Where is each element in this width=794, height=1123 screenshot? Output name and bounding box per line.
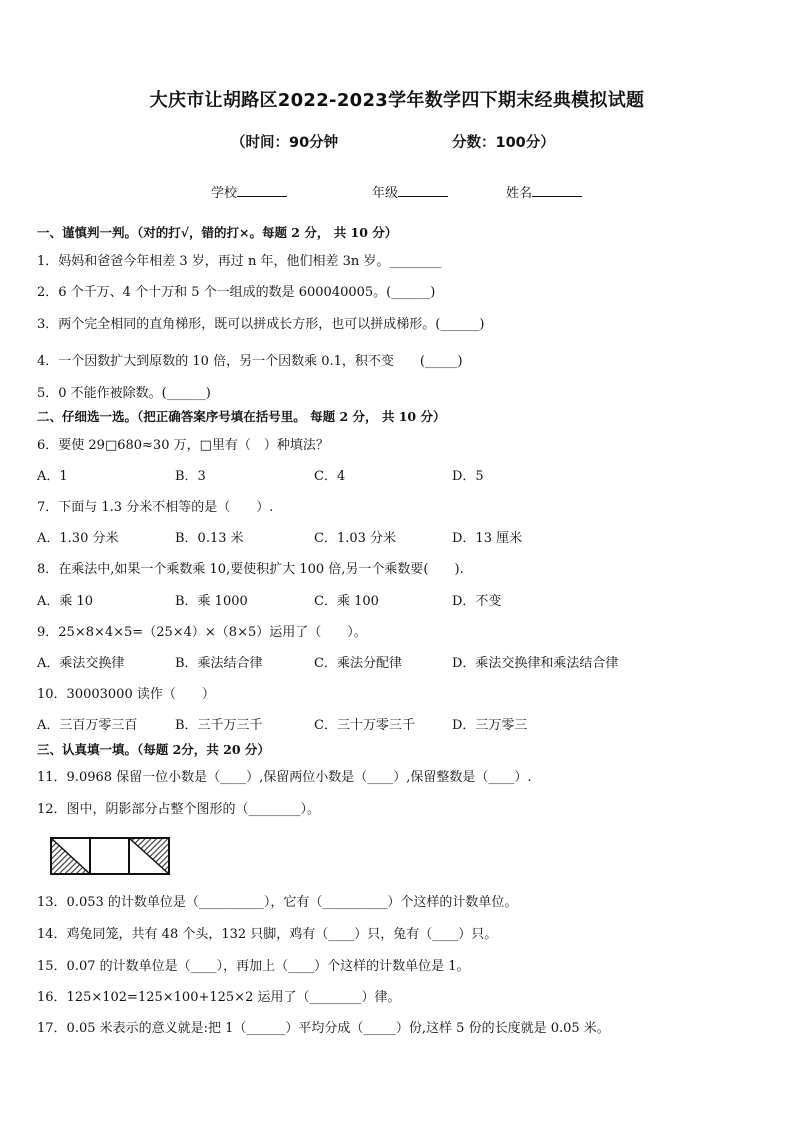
q7-option-b[interactable]: B．0.13 米: [175, 531, 244, 546]
grade-label: 年级: [372, 186, 399, 201]
school-label: 学校: [211, 186, 238, 201]
question-11: 11．9.0968 保留一位小数是（____）,保留两位小数是（____）,保留整数是（____）.: [37, 770, 532, 785]
q9-option-d[interactable]: D．乘法交换律和乘法结合律: [452, 656, 619, 671]
school-blank[interactable]: [237, 196, 287, 197]
grade-blank[interactable]: [398, 196, 448, 197]
q8-option-d[interactable]: D．不变: [452, 594, 502, 609]
question-3: 3．两个完全相同的直角梯形，既可以拼成长方形，也可以拼成梯形。(______): [37, 317, 485, 332]
q10-option-d[interactable]: D．三万零三: [452, 718, 528, 733]
question-9: 9．25×8×4×5=（25×4）×（8×5）运用了（ ）。: [37, 625, 367, 640]
q8-option-a[interactable]: A．乘 10: [37, 594, 94, 609]
name-label: 姓名: [506, 186, 533, 201]
q6-option-c[interactable]: C．4: [314, 469, 346, 484]
q9-option-b[interactable]: B．乘法结合律: [175, 656, 263, 671]
q6-option-b[interactable]: B．3: [175, 469, 206, 484]
question-2: 2．6 个千万、4 个十万和 5 个一组成的数是 600040005。(______): [37, 285, 436, 300]
school-field[interactable]: [211, 182, 287, 201]
section-heading-3: 三、认真填一填。（每题 2分，共 20 分）: [37, 742, 270, 757]
question-14: 14．鸡兔同笼，共有 48 个头，132 只脚，鸡有（____）只，兔有（____）只。: [37, 927, 498, 942]
question-17: 17．0.05 米表示的意义就是:把 1（______）平均分成（_____）份,这样 5 份的长度就是 0.05 米。: [37, 1021, 610, 1036]
exam-time: （时间：90分钟: [231, 135, 339, 151]
question-7: 7．下面与 1.3 分米不相等的是（ ）.: [37, 500, 274, 515]
name-blank[interactable]: [532, 196, 582, 197]
q6-option-a[interactable]: A．1: [37, 469, 68, 484]
question-13: 13．0.053 的计数单位是（__________），它有（__________）个这样的计数单位。: [37, 895, 518, 910]
q10-option-b[interactable]: B．三千万三千: [175, 718, 263, 733]
question-1: 1．妈妈和爸爸今年相差 3 岁，再过 n 年，他们相差 3n 岁。________: [37, 254, 442, 269]
q10-option-a[interactable]: A．三百万零三百: [37, 718, 138, 733]
q8-option-b[interactable]: B．乘 1000: [175, 594, 248, 609]
grade-field[interactable]: [372, 182, 448, 201]
shaded-squares-figure: [50, 837, 170, 879]
question-16: 16．125×102=125×100+125×2 运用了（________）律。: [37, 990, 401, 1005]
question-4: 4．一个因数扩大到原数的 10 倍，另一个因数乘 0.1，积不变 (_____): [37, 354, 463, 369]
section-heading-1: 一、谨慎判一判。（对的打√，错的打×。每题 2 分， 共 10 分）: [37, 225, 398, 240]
q10-option-c[interactable]: C．三十万零三千: [314, 718, 415, 733]
q7-option-a[interactable]: A．1.30 分米: [37, 531, 119, 546]
question-5: 5．0 不能作被除数。(______): [37, 386, 211, 401]
q7-option-d[interactable]: D．13 厘米: [452, 531, 523, 546]
question-6: 6．要使 29□680≈30 万，□里有（ ）种填法？: [37, 438, 329, 453]
exam-score: 分数：100分）: [452, 135, 555, 151]
page-title: 大庆市让胡路区2022-2023学年数学四下期末经典模拟试题: [149, 90, 645, 111]
q9-option-a[interactable]: A．乘法交换律: [37, 656, 125, 671]
question-10: 10．30003000 读作（ ）: [37, 687, 215, 702]
q7-option-c[interactable]: C．1.03 分米: [314, 531, 397, 546]
q9-option-c[interactable]: C．乘法分配律: [314, 656, 402, 671]
question-8: 8．在乘法中,如果一个乘数乘 10,要使积扩大 100 倍,另一个乘数要( ).: [37, 562, 464, 577]
question-15: 15．0.07 的计数单位是（____），再加上（____）个这样的计数单位是 1。: [37, 959, 470, 974]
q6-option-d[interactable]: D．5: [452, 469, 484, 484]
q8-option-c[interactable]: C．乘 100: [314, 594, 379, 609]
section-heading-2: 二、仔细选一选。（把正确答案序号填在括号里。 每题 2 分， 共 10 分）: [37, 409, 446, 424]
name-field[interactable]: [506, 182, 582, 201]
question-12: 12．图中，阴影部分占整个图形的（________）。: [37, 802, 321, 817]
